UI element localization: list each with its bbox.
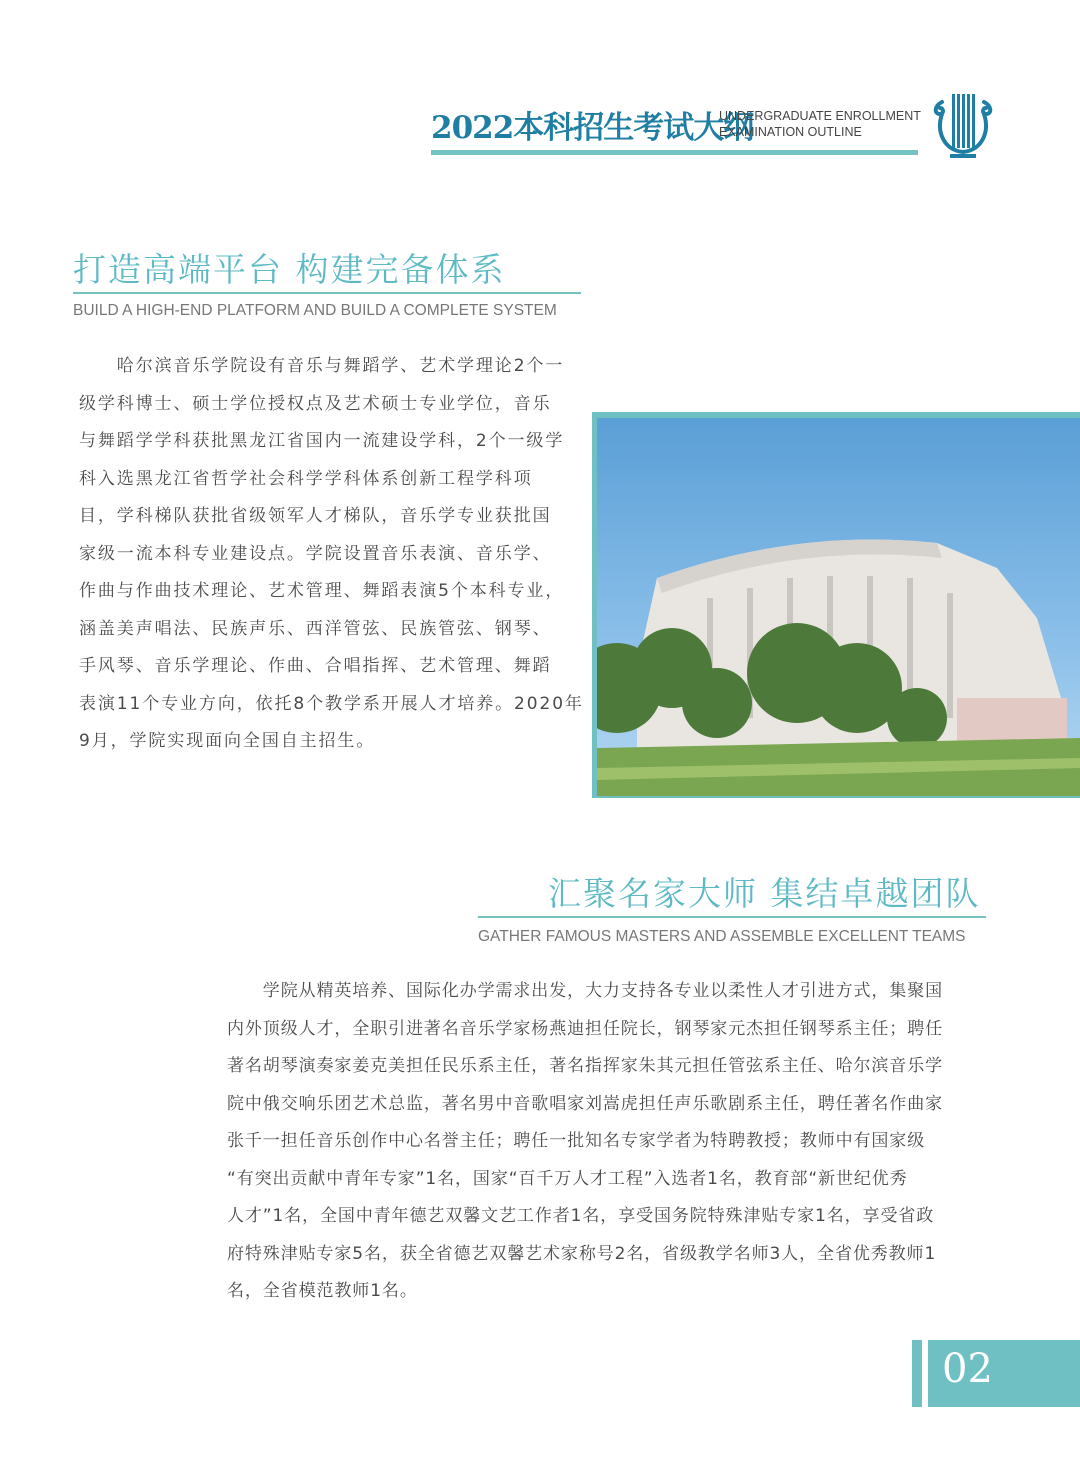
text-line: 涵盖美声唱法、民族声乐、西洋管弦、民族管弦、钢琴、 <box>79 618 552 639</box>
text-line: 哈尔滨音乐学院设有音乐与舞蹈学、艺术学理论2个一 <box>79 356 565 376</box>
text-line: 科入选黑龙江省哲学社会科学学科体系创新工程学科项 <box>79 468 533 489</box>
text-line: 与舞蹈学学科获批黑龙江省国内一流建设学科，2个一级学 <box>79 431 565 451</box>
header-subtitle-line1: UNDERGRADUATE ENROLLMENT <box>719 109 921 123</box>
page-number: 02 <box>942 1346 993 1392</box>
text-line: 手风琴、音乐学理论、作曲、合唱指挥、艺术管理、舞蹈 <box>79 656 552 676</box>
campus-building-photo <box>597 418 1080 796</box>
section2-paragraph <box>227 973 943 1311</box>
text-line: “有突出贡献中青年专家”1名，国家“百千万人才工程”入选者1名，教育部“新世纪优秀 <box>227 1168 908 1189</box>
text-line: 内外顶级人才，全职引进著名音乐学家杨燕迪担任院长，钢琴家元杰担任钢琴系主任；聘任 <box>227 1018 943 1039</box>
section2-subtitle: GATHER FAMOUS MASTERS AND ASSEMBLE EXCELLENT TEAMS <box>478 928 966 945</box>
section1-title: 打造高端平台 构建完备体系 <box>73 250 506 289</box>
text-line: 级学科博士、硕士学位授权点及艺术硕士专业学位，音乐 <box>79 393 552 414</box>
header-underline <box>431 150 918 155</box>
text-line: 著名胡琴演奏家姜克美担任民乐系主任，著名指挥家朱其元担任管弦系主任、哈尔滨音乐学 <box>227 1056 943 1076</box>
text-line: 名，全省模范教师1名。 <box>227 1281 418 1301</box>
section2-title: 汇聚名家大师 集结卓越团队 <box>548 874 981 913</box>
header-subtitle-line2: EXAMINATION OUTLINE <box>719 125 862 139</box>
text-line: 作曲与作曲技术理论、艺术管理、舞蹈表演5个本科专业， <box>79 581 565 601</box>
lyre-logo-icon <box>932 92 994 160</box>
section1-subtitle: BUILD A HIGH-END PLATFORM AND BUILD A COMPLETE SYSTEM <box>73 302 557 319</box>
text-line: 府特殊津贴专家5名，获全省德艺双馨艺术家称号2名，省级教学名师3人，全省优秀教师1 <box>227 1243 937 1264</box>
header-title: 2022本科招生考试大纲 <box>431 110 754 146</box>
section1-underline <box>73 292 581 294</box>
text-line: 院中俄交响乐团艺术总监，著名男中音歌唱家刘嵩虎担任声乐歌剧系主任，聘任著名作曲家 <box>227 1093 943 1114</box>
text-line: 人才”1名，全国中青年德艺双馨文艺工作者1名，享受国务院特殊津贴专家1名，享受省政 <box>227 1206 935 1226</box>
text-line: 学院从精英培养、国际化办学需求出发，大力支持各专业以柔性人才引进方式，集聚国 <box>227 981 943 1001</box>
section2-underline <box>478 916 986 918</box>
page-number-bar <box>912 1340 922 1407</box>
text-line: 目，学科梯队获批省级领军人才梯队，音乐学专业获批国 <box>79 506 552 526</box>
section1-paragraph <box>79 348 584 761</box>
text-line: 9月，学院实现面向全国自主招生。 <box>79 731 376 751</box>
header-subtitle <box>719 108 921 140</box>
text-line: 家级一流本科专业建设点。学院设置音乐表演、音乐学、 <box>79 543 552 564</box>
text-line: 表演11个专业方向，依托8个教学系开展人才培养。2020年 <box>79 693 584 714</box>
text-line: 张千一担任音乐创作中心名誉主任；聘任一批知名专家学者为特聘教授；教师中有国家级 <box>227 1131 926 1151</box>
